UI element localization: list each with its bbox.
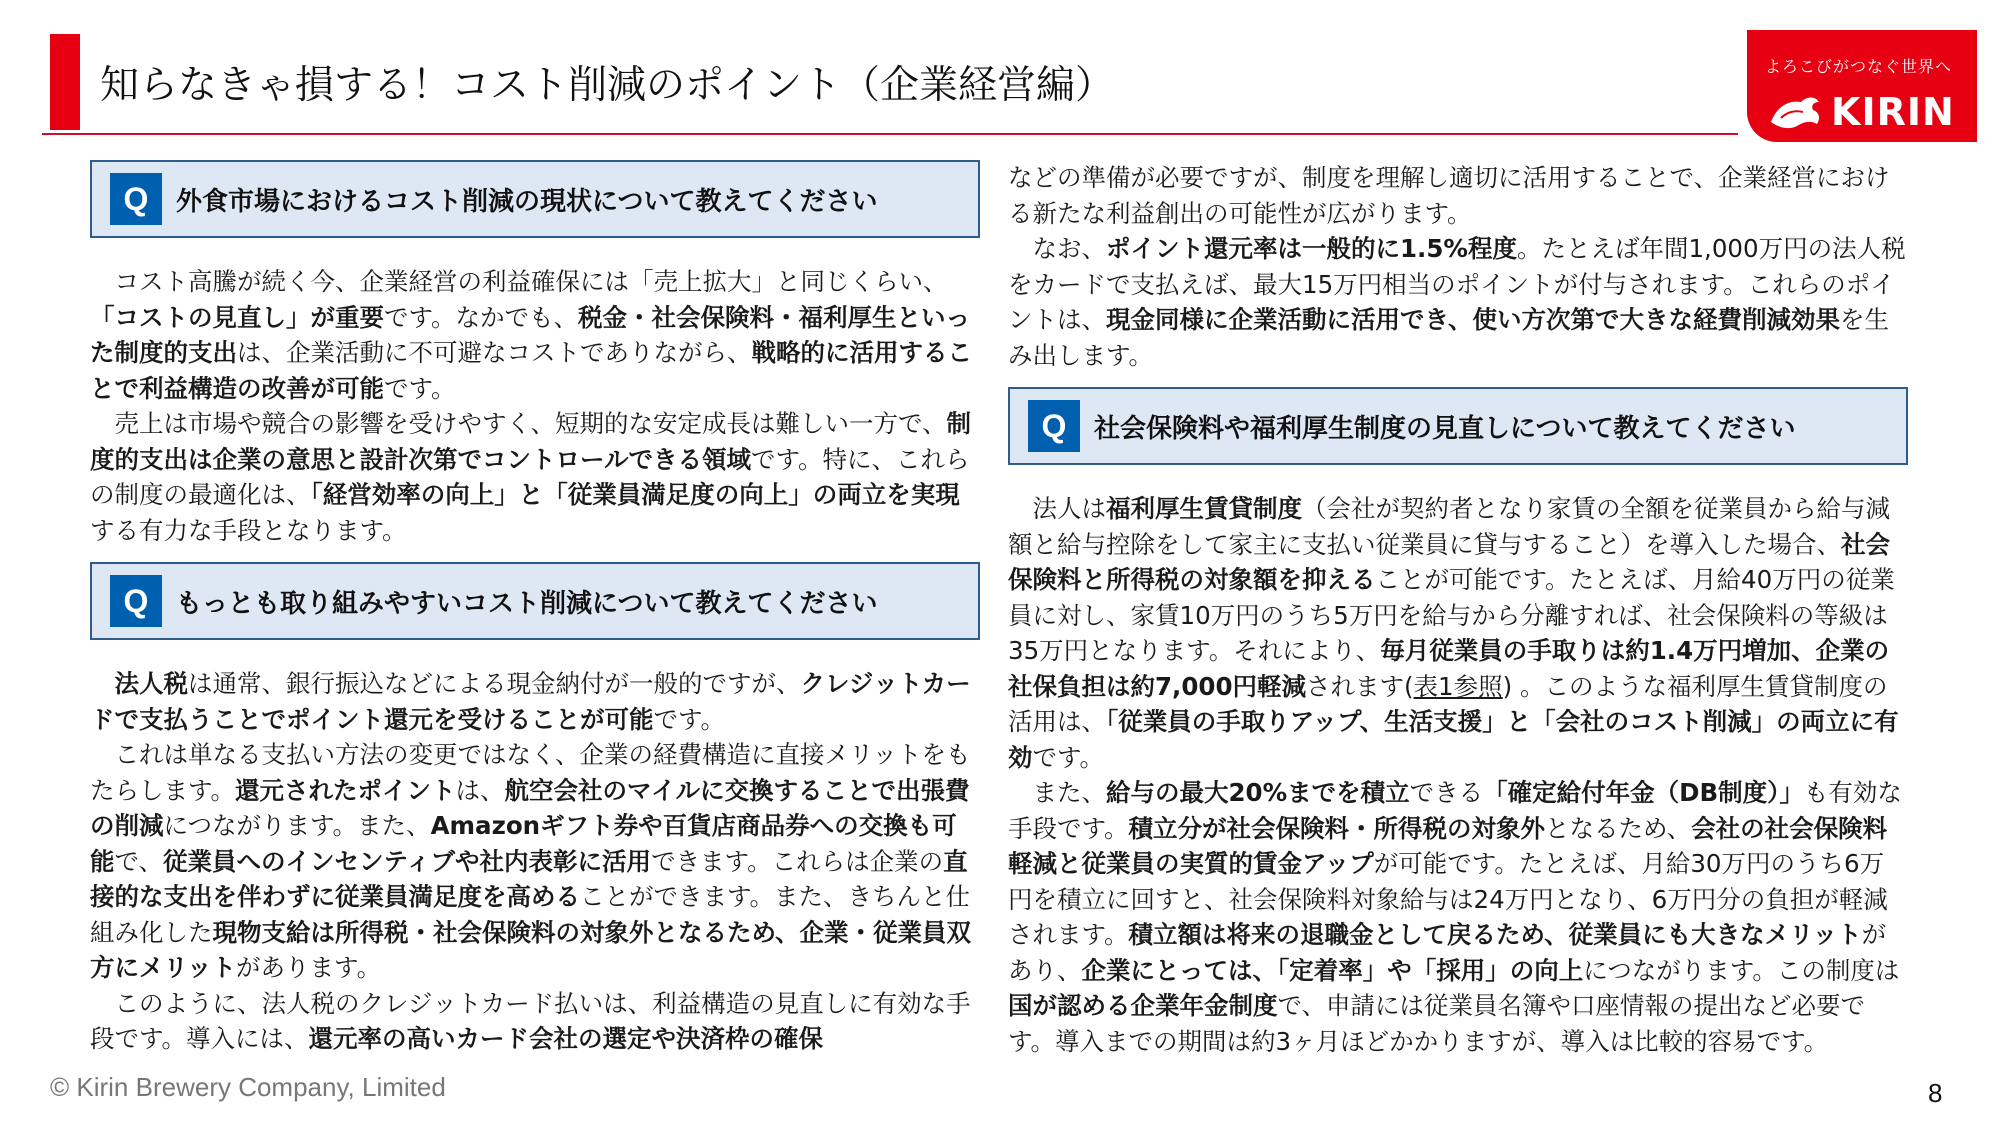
paragraph: 売上は市場や競合の影響を受けやすく、短期的な安定成長は難しい一方で、制度的支出は企業の意思と設計次第でコントロールできる領域です。特に、これらの制度の最適化は、「経営効率の向上」と「従業員満足度の向上」の両立を実現する有力な手段となります。	[90, 409, 972, 545]
paragraph: などの準備が必要ですが、制度を理解し適切に活用することで、企業経営における新たな利益創出の可能性が広がります。	[1008, 163, 1890, 228]
question-header-3	[1008, 387, 1908, 465]
right-column	[1008, 160, 1908, 1059]
question-text: もっとも取り組みやすいコスト削減について教えてください	[176, 588, 878, 619]
paragraph: コスト高騰が続く今、企業経営の利益確保には「売上拡大」と同じくらい、「コストの見直し」が重要です。なかでも、税金・社会保険料・福利厚生といった制度的支出は、企業活動に不可避なコストでありながら、戦略的に活用することで利益構造の改善が可能です。	[90, 267, 972, 403]
page-number: 8	[1928, 1078, 1943, 1108]
kirin-emblem-icon	[1767, 92, 1823, 132]
kirin-logo	[1747, 30, 1977, 142]
paragraph: また、給与の最大20%までを積立できる「確定給付年金（DB制度）」も有効な手段です。積立分が社会保険料・所得税の対象外となるため、会社の社会保険料軽減と従業員の実質的賃金アップが可能です。たとえば、月給30万円のうち6万円を積立に回すと、社会保険料対象給与は24万円となり、6万円分の負担が軽減されます。積立額は将来の退職金として戻るため、従業員にも大きなメリットがあり、企業にとっては、「定着率」や「採用」の向上につながります。この制度は国が認める企業年金制度で、申請には従業員名簿や口座情報の提出など必要です。導入までの期間は約3ヶ月ほどかかりますが、導入は比較的容易です。	[1008, 778, 1902, 1056]
paragraph: 法人税は通常、銀行振込などによる現金納付が一般的ですが、クレジットカードで支払うことでポイント還元を受けることが可能です。	[90, 669, 971, 734]
title-divider	[42, 133, 1738, 135]
q-badge: Q	[110, 575, 162, 627]
paragraph: 法人は福利厚生賃貸制度（会社が契約者となり家賃の全額を従業員から給与減額と給与控除をして家主に支払い従業員に貸与すること）を導入した場合、社会保険料と所得税の対象額を抑えることが可能です。たとえば、月給40万円の従業員に対し、家賃10万円のうち5万円を給与から分離すれば、社会保険料の等級は35万円となります。それにより、毎月従業員の手取りは約1.4万円増加、企業の社保負担は約7,000円軽減されます(表1参照) 。このような福利厚生賃貸制度の活用は、「従業員の手取りアップ、生活支援」と「会社のコスト削減」の両立に有効です。	[1008, 494, 1899, 772]
answer-body-2	[90, 666, 980, 1057]
answer-body-3	[1008, 491, 1908, 1059]
question-text: 外食市場におけるコスト削減の現状について教えてください	[176, 186, 878, 217]
question-header-2	[90, 562, 980, 640]
paragraph: なお、ポイント還元率は一般的に1.5%程度。たとえば年間1,000万円の法人税をカードで支払えば、最大15万円相当のポイントが付与されます。これらのポイントは、現金同様に企業活動に活用でき、使い方次第で大きな経費削減効果を生み出します。	[1008, 234, 1906, 370]
answer-body-2-continued	[1008, 160, 1908, 373]
paragraph: これは単なる支払い方法の変更ではなく、企業の経費構造に直接メリットをもたらします。還元されたポイントは、航空会社のマイルに交換することで出張費の削減につながります。また、Amazonギフト券や百貨店商品券への交換も可能で、従業員へのインセンティブや社内表彰に活用できます。これらは企業の直接的な支出を伴わずに従業員満足度を高めることができます。また、きちんと仕組み化した現物支給は所得税・社会保険料の対象外となるため、企業・従業員双方にメリットがあります。	[90, 740, 972, 982]
q-badge: Q	[1028, 400, 1080, 452]
logo-tagline: よろこびがつなぐ世界へ	[1765, 57, 1953, 76]
copyright: © Kirin Brewery Company, Limited	[50, 1072, 446, 1102]
page-title: 知らなきゃ損する！コスト削減のポイント（企業経営編）	[100, 63, 1115, 108]
q-badge: Q	[110, 173, 162, 225]
title-accent-bar	[50, 34, 80, 130]
logo-brand: KIRIN	[1831, 90, 1955, 134]
table-reference-link[interactable]: 表1参照	[1413, 671, 1503, 701]
left-column	[90, 160, 980, 1057]
question-header-1	[90, 160, 980, 238]
question-text: 社会保険料や福利厚生制度の見直しについて教えてください	[1094, 413, 1796, 444]
answer-body-1	[90, 264, 980, 548]
paragraph: このように、法人税のクレジットカード払いは、利益構造の見直しに有効な手段です。導入には、還元率の高いカード会社の選定や決済枠の確保	[90, 988, 971, 1053]
